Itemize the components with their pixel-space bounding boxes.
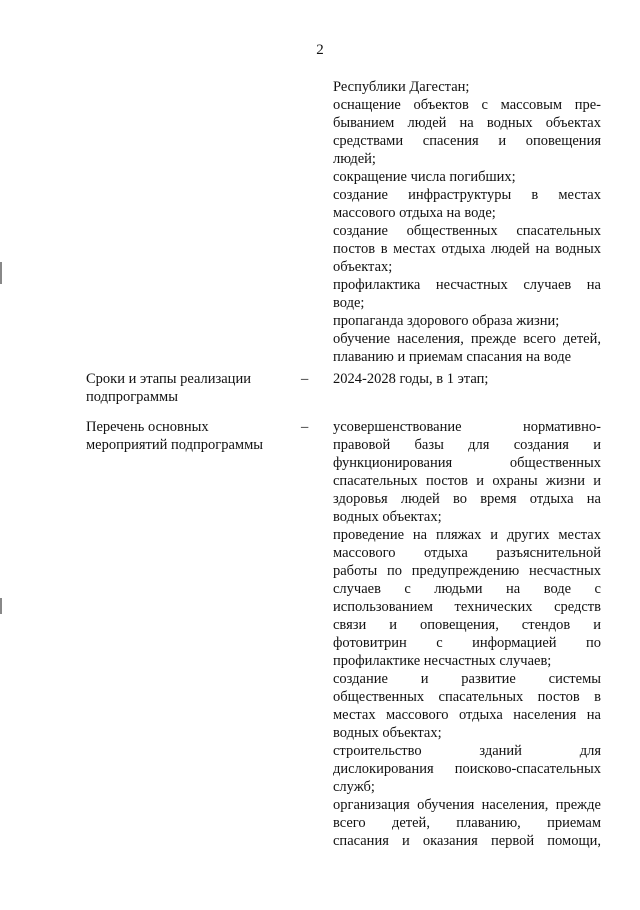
label-line: подпрограммы	[86, 389, 178, 405]
text-line: работы по предупреждению несчастных	[333, 563, 601, 579]
text-line: сокращение числа погибших;	[333, 169, 516, 185]
text-line: использованием технических средств	[333, 599, 601, 615]
text-line: проведение на пляжах и других местах	[333, 527, 601, 543]
text-line: Республики Дагестан;	[333, 79, 470, 95]
label-line: Перечень основных	[86, 419, 209, 435]
text-line: пропаганда здорового образа жизни;	[333, 313, 560, 329]
text-line: усовершенствование нормативно-	[333, 419, 601, 435]
text-line: обучение населения, прежде всего детей,	[333, 331, 601, 347]
label-line: мероприятий подпрограммы	[86, 437, 263, 453]
text-line: средствами спасения и оповещения	[333, 133, 601, 149]
text-line: связи и оповещения, стендов и	[333, 617, 601, 633]
text-line: функционирования общественных	[333, 455, 601, 471]
text-line: создание общественных спасательных	[333, 223, 601, 239]
terms-dash: –	[301, 371, 309, 387]
text-line: плаванию и приемам спасания на воде	[333, 349, 572, 365]
terms-label	[86, 370, 286, 406]
terms-value	[333, 370, 601, 388]
text-line: профилактике несчастных случаев;	[333, 653, 552, 669]
text-line: оснащение объектов с массовым пре-	[333, 97, 601, 113]
text-line: водных объектах;	[333, 509, 442, 525]
text-line: объектах;	[333, 259, 393, 275]
page-number: 2	[316, 42, 324, 58]
text-line: организация обучения населения, прежде	[333, 797, 601, 813]
text-line: воде;	[333, 295, 365, 311]
text-line: служб;	[333, 779, 375, 795]
text-line: профилактика несчастных случаев на	[333, 277, 601, 293]
scan-edge-mark	[0, 598, 2, 614]
measures-dash: –	[301, 419, 309, 435]
text-line: дислокирования поисково-спасательных	[333, 761, 601, 777]
text-line: создание инфраструктуры в местах	[333, 187, 601, 203]
text-line: общественных спасательных постов в	[333, 689, 601, 705]
measures-label	[86, 418, 286, 454]
text-line: строительство зданий для	[333, 743, 601, 759]
text-line: местах массового отдыха населения на	[333, 707, 601, 723]
text-line: людей;	[333, 151, 376, 167]
text-line: фотовитрин с информацией по	[333, 635, 601, 651]
scan-edge-mark	[0, 262, 2, 284]
text-line: спасания и оказания первой помощи,	[333, 833, 601, 849]
goals-continuation	[333, 78, 601, 366]
text-line: создание и развитие системы	[333, 671, 601, 687]
text-line: всего детей, плаванию, приемам	[333, 815, 601, 831]
text-line: 2024-2028 годы, в 1 этап;	[333, 371, 489, 387]
text-line: массового отдыха разъяснительной	[333, 545, 601, 561]
text-line: быванием людей на водных объектах	[333, 115, 601, 131]
text-line: массового отдыха на воде;	[333, 205, 496, 221]
text-line: правовой базы для создания и	[333, 437, 601, 453]
text-line: здоровья людей во время отдыха на	[333, 491, 601, 507]
label-line: Сроки и этапы реализации	[86, 371, 251, 387]
text-line: водных объектах;	[333, 725, 442, 741]
text-line: случаев с людьми на воде с	[333, 581, 601, 597]
measures-list	[333, 418, 601, 850]
text-line: постов в местах отдыха людей на водных	[333, 241, 601, 257]
text-line: спасательных постов и охраны жизни и	[333, 473, 601, 489]
